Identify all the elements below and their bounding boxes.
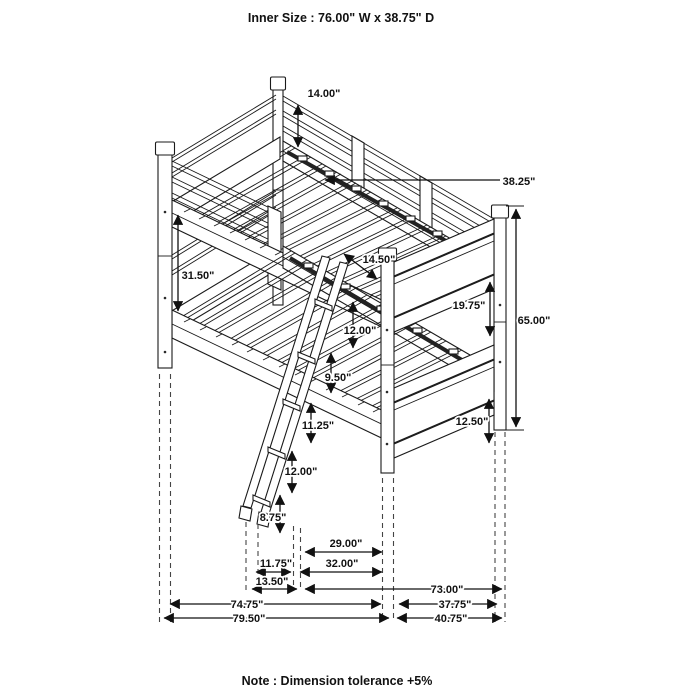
dim-length-with-ladder: 74.75": [230, 599, 264, 611]
tolerance-note: Note : Dimension tolerance +5%: [241, 674, 433, 688]
dim-ladder-foot-width: 13.50": [255, 576, 289, 588]
inner-size-title: Inner Size : 76.00" W x 38.75" D: [247, 11, 435, 25]
dim-guard-rail-height: 14.00": [307, 88, 341, 100]
dim-rung-space-1: 12.00": [343, 325, 377, 337]
dim-ladder-to-post: 32.00": [325, 558, 359, 570]
ladder-left-foot: [239, 506, 252, 521]
dim-rung-space-2: 9.50": [324, 372, 352, 384]
dim-frame-length: 73.00": [430, 584, 464, 596]
front-left-post: [156, 142, 175, 368]
dim-slat-rail-depth: 38.25": [502, 176, 536, 188]
dim-rung-space-3: 11.25": [301, 420, 335, 432]
dim-ladder-to-footboard: 29.00": [329, 538, 363, 550]
front-right-post: [379, 248, 397, 473]
dim-rung-space-4: 12.00": [284, 466, 318, 478]
dim-overall-height: 65.00": [517, 315, 551, 327]
dim-frame-depth: 37.75": [438, 599, 472, 611]
dim-rung-space-5: 8.75": [259, 512, 287, 524]
dim-overall-depth: 40.75": [434, 613, 468, 625]
dim-ladder-opening: 14.50": [362, 254, 396, 266]
dim-ladder-base-depth: 11.75": [259, 558, 293, 570]
dim-lower-footboard-height: 12.50": [455, 416, 489, 428]
dim-bunk-clearance: 31.50": [181, 270, 215, 282]
dim-overall-length: 79.50": [232, 613, 266, 625]
dim-footboard-gap: 19.75": [452, 300, 486, 312]
